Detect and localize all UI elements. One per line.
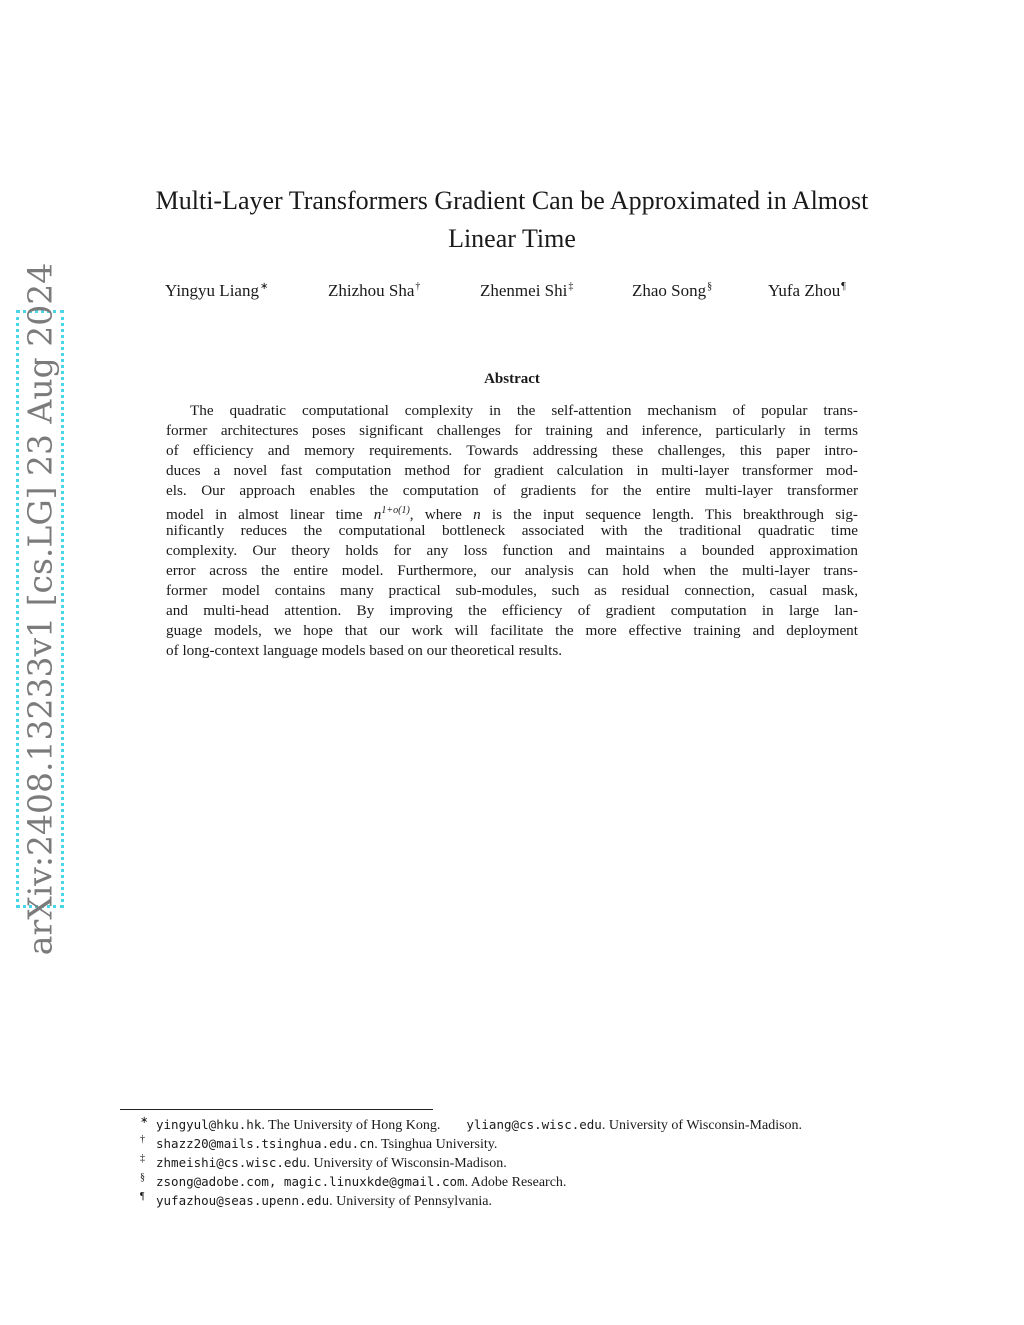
email-link[interactable]: yufazhou@seas.upenn.edu — [156, 1193, 330, 1208]
arxiv-stamp — [16, 262, 64, 956]
footnote-2: † shazz20@mails.tsinghua.edu.cn. Tsinghua University. — [140, 1134, 498, 1152]
abstract-line: of long-context language models based on our theoretical results. — [166, 642, 563, 659]
footnote-1: ∗ yingyul@hku.hk. The University of Hong Kong. yliang@cs.wisc.edu. University of Wisconsin-Madison. — [140, 1115, 803, 1133]
abstract-body — [166, 401, 858, 661]
abstract-line: former architectures poses significant challenges for training and inference, particularly in terms — [166, 422, 858, 439]
abstract-line-math: model in almost linear time $n^{1+o(1)}$, where n is the input sequence length. This breakthrough sig- — [166, 505, 858, 524]
footnotes — [120, 1115, 910, 1210]
arxiv-identifier: arXiv:2408.13233v1 [cs.LG] 23 Aug 2024 — [20, 262, 60, 956]
author-3: Zhenmei Shi‡ — [480, 281, 574, 300]
abstract-line: The quadratic computational complexity in the self-attention mechanism of popular trans- — [190, 402, 858, 419]
footnote-rule — [120, 1109, 433, 1110]
footnote-5: ¶ yufazhou@seas.upenn.edu. University of Pennsylvania. — [140, 1191, 493, 1209]
abstract-line: and multi-head attention. By improving the efficiency of gradient computation in large lan- — [166, 602, 858, 619]
email-link[interactable]: yingyul@hku.hk — [156, 1117, 262, 1132]
abstract-heading: Abstract — [484, 371, 540, 387]
email-link[interactable]: zhmeishi@cs.wisc.edu — [156, 1155, 307, 1170]
email-link[interactable]: shazz20@mails.tsinghua.edu.cn — [156, 1136, 375, 1151]
footnote-4: § zsong@adobe.com, magic.linuxkde@gmail.com. Adobe Research. — [140, 1172, 567, 1190]
abstract-line: guage models, we hope that our work will facilitate the more effective training and deployment — [166, 622, 858, 639]
author-list — [165, 281, 875, 307]
email-link[interactable]: zsong@adobe.com, magic.linuxkde@gmail.com — [156, 1174, 465, 1189]
abstract-line: els. Our approach enables the computation of gradients for the entire multi-layer transformer — [166, 482, 858, 499]
abstract-line: nificantly reduces the computational bottleneck associated with the traditional quadratic time — [166, 522, 858, 539]
footnote-3: ‡ zhmeishi@cs.wisc.edu. University of Wisconsin-Madison. — [140, 1153, 507, 1171]
paper-title: Multi-Layer Transformers Gradient Can be Approximated in Almost Linear Time — [155, 186, 869, 253]
author-4: Zhao Song§ — [632, 281, 713, 300]
abstract-line: duces a novel fast computation method for gradient calculation in multi-layer transformer mod- — [166, 462, 858, 479]
abstract-line: of efficiency and memory requirements. Towards addressing these challenges, this paper intro- — [166, 442, 858, 459]
author-5: Yufa Zhou¶ — [768, 281, 846, 300]
author-1: Yingyu Liang∗ — [165, 281, 269, 300]
author-2: Zhizhou Sha† — [328, 281, 421, 300]
abstract-line: complexity. Our theory holds for any loss function and maintains a bounded approximation — [166, 542, 858, 559]
email-link[interactable]: yliang@cs.wisc.edu — [466, 1117, 602, 1132]
abstract-line: error across the entire model. Furthermore, our analysis can hold when the multi-layer trans- — [166, 562, 858, 579]
abstract-line: former model contains many practical sub-modules, such as residual connection, casual mask, — [166, 582, 858, 599]
